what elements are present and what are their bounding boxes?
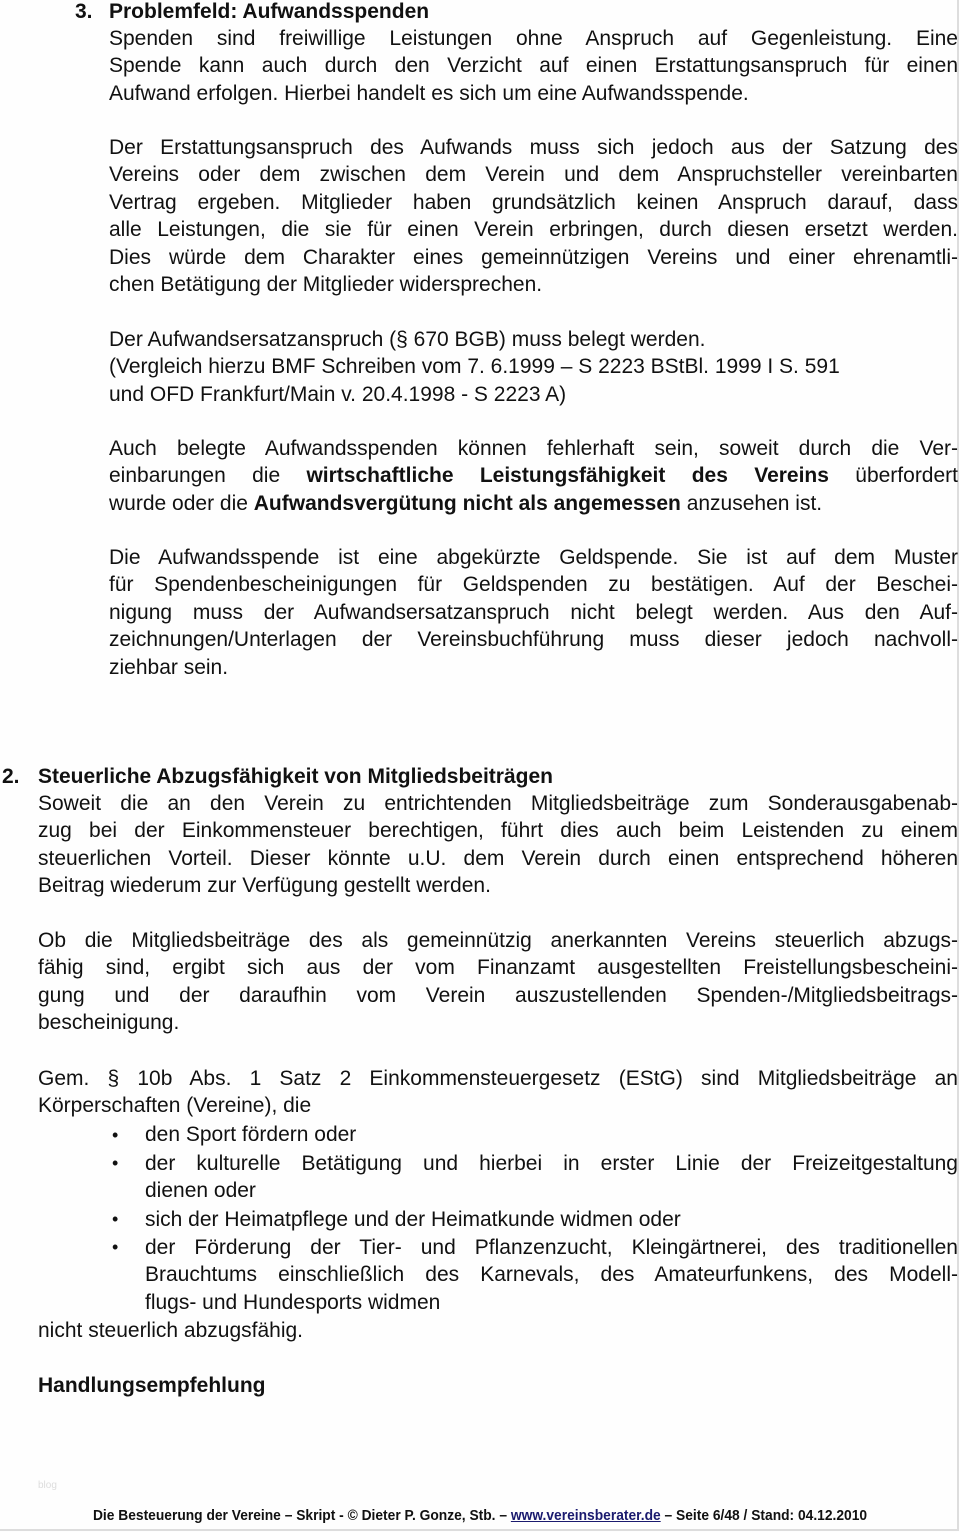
paragraph [109,326,958,408]
text-line: Auch belegte Aufwandsspenden können fehlerhaft sein, soweit durch die Ver- [109,437,958,460]
paragraph [38,927,958,1037]
text-line: der kulturelle Betätigung und hierbei in erster Linie der Freizeitgestaltung [145,1152,958,1175]
text-line: Dies würde dem Charakter eines gemeinnützigen Vereins und einer ehrenamtli- [109,245,958,269]
text-line: Gem. § 10b Abs. 1 Satz 2 Einkommensteuergesetz (EStG) sind Mitgliedsbeiträge an [38,1067,958,1090]
text-line: dienen oder [145,1179,256,1203]
bold-text: Aufwandsvergütung nicht als angemessen [253,491,681,515]
text-line: chen Betätigung der Mitglieder widersprechen. [109,272,543,296]
bold-text: wirtschaftliche Leistungsfähigkeit des Vereins [306,464,829,488]
text-line: ziehbar sein. [109,655,229,679]
paragraph [38,790,958,900]
text-line: Spende kann auch durch den Verzicht auf einen Erstattungsanspruch für einen [109,54,958,78]
text-line: Der Aufwandsersatzanspruch (§ 670 BGB) muss belegt werden. [109,328,706,351]
text-line: steuerlichen Vorteil. Dieser könnte u.U. dem Verein durch einen entsprechend höheren [38,846,958,870]
text-line: Vereins oder dem zwischen dem Verein und dem Anspruchsteller vereinbarten [109,163,958,187]
text-line: Brauchtums einschließlich des Karnevals, des Amateurfunkens, des Modell- [145,1263,958,1287]
text-line: zeichnungen/Unterlagen der Vereinsbuchführung muss dieser jedoch nachvoll- [109,628,958,652]
text-line: Aufwand erfolgen. Hierbei handelt es sich um eine Aufwandsspende. [109,81,749,105]
text-line: nigung muss der Aufwandsersatzanspruch nicht belegt werden. Aus den Auf- [109,600,958,624]
list-item [145,1234,958,1316]
footer-text: Die Besteuerung der Vereine – Skript - © Dieter P. Gonze, Stb. – [92,1507,511,1524]
text-line: bescheinigung. [38,1011,180,1035]
text-line: für Spendenbescheinigungen für Geldspenden zu bestätigen. Auf der Beschei- [109,573,958,597]
section-title: Problemfeld: Aufwandsspenden [109,0,430,23]
list-item [145,1206,958,1233]
text: wurde oder die [109,491,254,515]
text: einbarungen die [109,464,307,488]
text: überfordert [828,464,958,488]
text-line: den Sport fördern oder [145,1123,357,1146]
text-line: Beitrag wiederum zur Verfügung gestellt werden. [38,874,491,898]
text-line: Die Aufwandsspende ist eine abgekürzte Geldspende. Sie ist auf dem Muster [109,546,958,569]
paragraph [109,435,958,517]
page-footer [38,1507,921,1524]
section-number: 3. [75,0,93,23]
paragraph [109,25,958,107]
bullet-icon: • [112,1237,119,1257]
text-line: Der Erstattungsanspruch des Aufwands muss sich jedoch aus der Satzung des [109,136,958,159]
text-line: gung und der daraufhin vom Verein auszustellenden Spenden-/Mitgliedsbeitrags- [38,983,958,1007]
bullet-icon: • [112,1209,119,1229]
text-line: flugs- und Hundesports widmen [145,1290,441,1314]
text-line: zug bei der Einkommensteuer berechtigen, führt dies auch beim Leistenden zu einem [38,819,958,843]
list-item [145,1121,958,1148]
text-line: Spenden sind freiwillige Leistungen ohne Anspruch auf Gegenleistung. Eine [109,27,958,50]
text-line: der Förderung der Tier- und Pflanzenzucht, Kleingärtnerei, des traditionellen [145,1236,958,1259]
text-line: Körperschaften (Vereine), die [38,1094,312,1118]
text-line: Vertrag ergeben. Mitglieder haben grundsätzlich keinen Anspruch darauf, dass [109,190,958,214]
section-title: Steuerliche Abzugsfähigkeit von Mitgliedsbeiträgen [38,765,553,788]
footer-page-info: – Seite 6/48 / Stand: 04.12.2010 [660,1507,868,1524]
text-line: Ob die Mitgliedsbeiträge des als gemeinnützig anerkannten Vereins steuerlich abzugs- [38,929,958,952]
text-line: (Vergleich hierzu BMF Schreiben vom 7. 6.1999 – S 2223 BStBl. 1999 I S. 591 [109,355,840,379]
text-line: fähig sind, ergibt sich aus der vom Finanzamt ausgestellten Freistellungsbescheini- [38,956,958,980]
bullet-icon: • [112,1153,119,1173]
text-line: Soweit die an den Verein zu entrichtenden Mitgliedsbeiträge zum Sonderausgabenab- [38,792,958,815]
subheading: Handlungsempfehlung [38,1374,266,1397]
text-line [109,462,958,489]
paragraph [109,544,958,681]
text-line: und OFD Frankfurt/Main v. 20.4.1998 - S 2223 A) [109,382,567,406]
bullet-icon: • [112,1125,119,1145]
text-line: sich der Heimatpflege und der Heimatkunde widmen oder [145,1208,681,1231]
section-number: 2. [2,765,20,788]
paragraph [109,134,958,298]
text: anzusehen ist. [680,491,823,515]
text-line: alle Leistungen, die sie für einen Verein erbringen, durch diesen ersetzt werden. [109,218,958,242]
watermark: blog [38,1480,57,1491]
closing-text: nicht steuerlich abzugsfähig. [38,1319,303,1342]
text-line [109,490,958,517]
list-item [145,1150,958,1205]
website-link[interactable]: www.vereinsberater.de [510,1507,661,1524]
paragraph [38,1065,958,1120]
